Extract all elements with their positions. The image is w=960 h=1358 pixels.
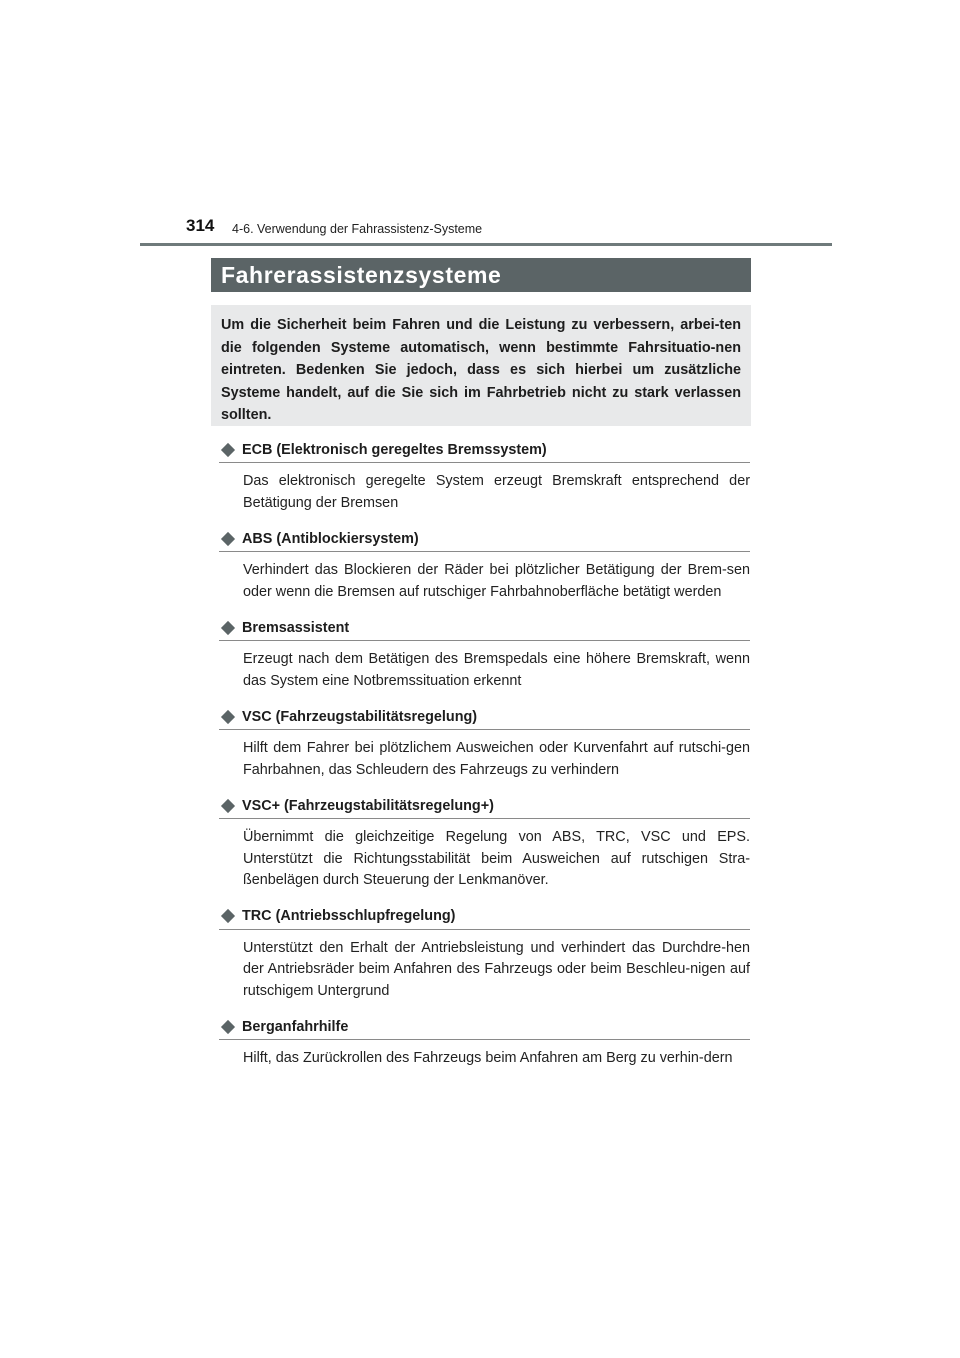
- feature-heading: [219, 527, 750, 552]
- feature-heading: [219, 794, 750, 819]
- feature-description: Unterstützt den Erhalt der Antriebsleistung und verhindert das Durchdre-hen der Antriebsräder beim Anfahren des Fahrzeugs oder beim Beschleu-nigen auf rutschigem Untergrund: [243, 939, 750, 999]
- feature-item: [219, 1015, 750, 1070]
- diamond-bullet-icon: [221, 909, 235, 923]
- diamond-bullet-icon: [221, 620, 235, 634]
- feature-item: [219, 527, 750, 603]
- feature-heading: [219, 1015, 750, 1040]
- feature-heading-text: VSC+ (Fahrzeugstabilitätsregelung+): [242, 797, 494, 814]
- feature-heading-text: Berganfahrhilfe: [242, 1018, 349, 1035]
- feature-heading: [219, 438, 750, 463]
- section-path: 4-6. Verwendung der Fahrassistenz-Systeme: [232, 222, 483, 236]
- feature-description: Verhindert das Blockieren der Räder bei plötzlicher Betätigung der Brem-sen oder wenn die Bremsen auf rutschiger Fahrbahnoberfläche betätigt werden: [243, 562, 750, 600]
- feature-item: [219, 438, 750, 514]
- feature-heading-text: TRC (Antriebsschlupfregelung): [242, 908, 456, 924]
- feature-item: [219, 794, 750, 892]
- diamond-bullet-icon: [221, 531, 235, 545]
- feature-description: Übernimmt die gleichzeitige Regelung von ABS, TRC, VSC und EPS. Unterstützt die Richtungsstabilität beim Ausweichen auf rutschigen Stra-ßenbelägen durch Steuerung der Lenkmanöver.: [243, 829, 750, 888]
- feature-heading-text: ABS (Antiblockiersystem): [242, 530, 419, 547]
- intro-box: Um die Sicherheit beim Fahren und die Leistung zu verbessern, arbei-ten die folgenden Systeme automatisch, wenn bestimmte Fahrsituatio-nen eintreten. Bedenken Sie jedoch, dass es sich hierbei um zusätzliche Systeme handelt, auf die Sie sich im Fahrbetrieb nicht zu stark verlassen sollten.: [211, 305, 751, 426]
- feature-heading: [219, 705, 750, 730]
- diamond-bullet-icon: [221, 1019, 235, 1033]
- feature-heading: [219, 616, 750, 641]
- feature-heading: [219, 905, 750, 930]
- feature-heading-text: ECB (Elektronisch geregeltes Bremssystem): [242, 441, 547, 458]
- feature-item: [219, 705, 750, 781]
- page-title: Fahrerassistenzsysteme: [211, 258, 751, 292]
- feature-description: Das elektronisch geregelte System erzeugt Bremskraft entsprechend der Betätigung der Bremsen: [243, 473, 750, 511]
- feature-description: Hilft dem Fahrer bei plötzlichem Ausweichen oder Kurvenfahrt auf rutschi-gen Fahrbahnen, das Schleudern des Fahrzeugs zu verhindern: [243, 740, 750, 778]
- feature-list: [219, 438, 750, 1070]
- diamond-bullet-icon: [221, 798, 235, 812]
- header-divider: [140, 243, 832, 246]
- feature-heading-text: VSC (Fahrzeugstabilitätsregelung): [242, 708, 478, 725]
- feature-description: Hilft, das Zurückrollen des Fahrzeugs beim Anfahren am Berg zu verhin-dern: [243, 1050, 733, 1066]
- feature-item: [219, 616, 750, 692]
- feature-description: Erzeugt nach dem Betätigen des Bremspedals eine höhere Bremskraft, wenn das System eine Notbremssituation erkennt: [243, 651, 750, 689]
- feature-heading-text: Bremsassistent: [242, 619, 350, 636]
- feature-item: [219, 905, 750, 1003]
- diamond-bullet-icon: [221, 709, 235, 723]
- diamond-bullet-icon: [221, 442, 235, 456]
- page-number: 314: [186, 216, 215, 235]
